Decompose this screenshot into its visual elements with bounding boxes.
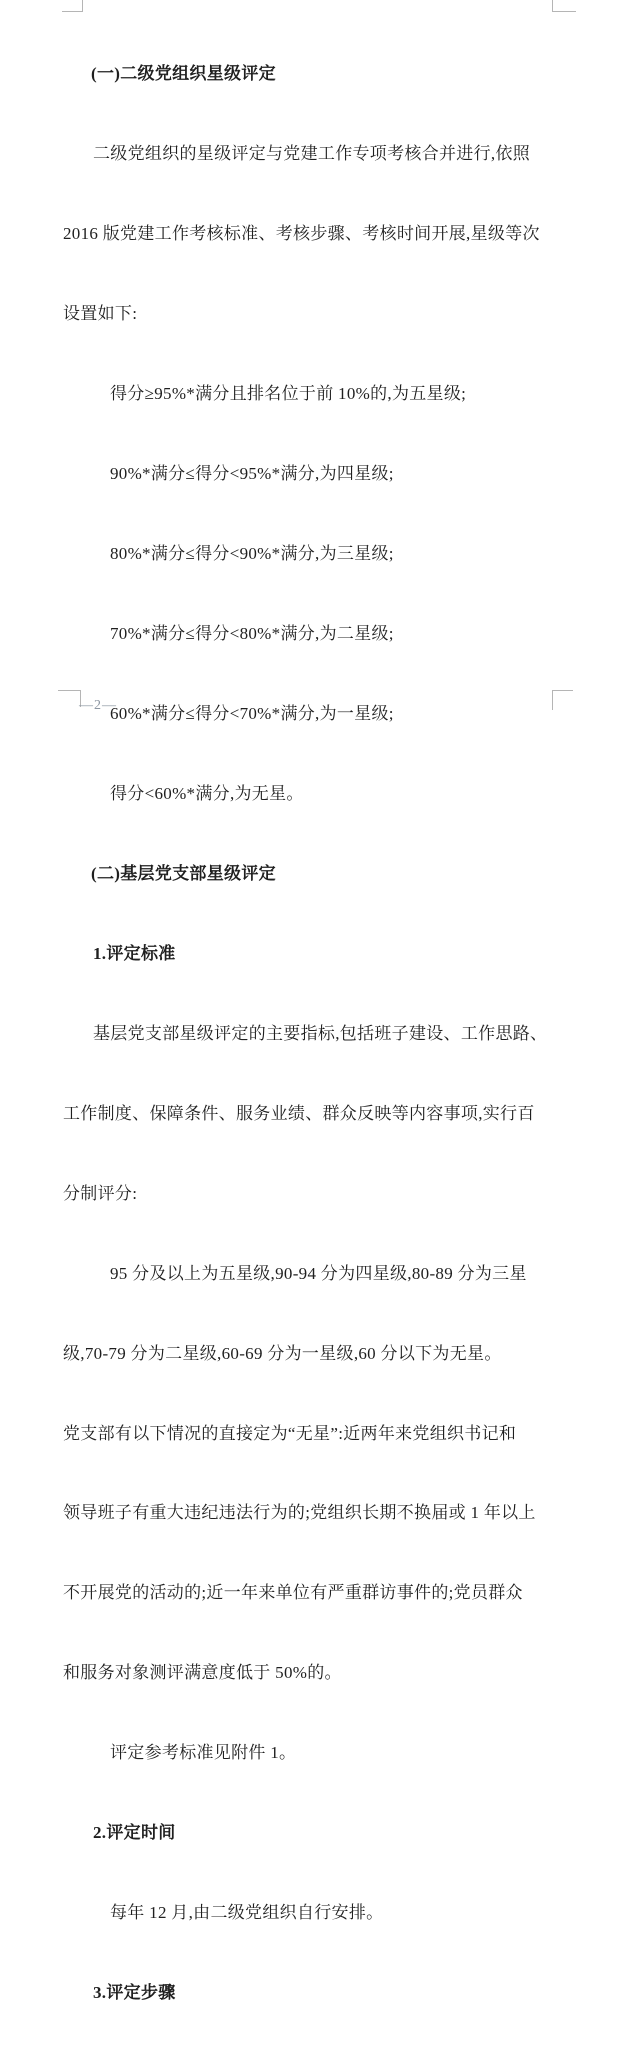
text-line: 领导班子有重大违纪违法行为的;党组织长期不换届或 1 年以上 bbox=[63, 1503, 536, 1523]
criteria-line-one-star: 60%*满分≤得分<70%*满分,为一星级; bbox=[110, 703, 394, 723]
text-boundary-mark-top-right bbox=[552, 0, 576, 12]
heading-section-1: (一)二级党组织星级评定 bbox=[91, 64, 276, 84]
text-line-attachment-ref: 评定参考标准见附件 1。 bbox=[110, 1743, 297, 1763]
text-line: 基层党支部星级评定的主要指标,包括班子建设、工作思路、 bbox=[93, 1023, 548, 1043]
text-line: 二级党组织的星级评定与党建工作专项考核合并进行,依照 bbox=[93, 144, 531, 164]
document-body bbox=[63, 8, 555, 2060]
heading-section-2: (二)基层党支部星级评定 bbox=[91, 863, 276, 883]
text-line: 和服务对象测评满意度低于 50%的。 bbox=[63, 1663, 342, 1683]
heading-sub-1-criteria: 1.评定标准 bbox=[93, 943, 176, 963]
text-boundary-mark-bottom-right bbox=[552, 690, 573, 710]
criteria-line-no-star: 得分<60%*满分,为无星。 bbox=[110, 783, 304, 803]
criteria-line-three-star: 80%*满分≤得分<90%*满分,为三星级; bbox=[110, 544, 394, 564]
text-line: 工作制度、保障条件、服务业绩、群众反映等内容事项,实行百 bbox=[63, 1103, 535, 1123]
text-line: 不开展党的活动的;近一年来单位有严重群访事件的;党员群众 bbox=[63, 1583, 523, 1603]
heading-sub-3-steps: 3.评定步骤 bbox=[93, 1983, 176, 2003]
criteria-line-five-star: 得分≥95%*满分且排名位于前 10%的,为五星级; bbox=[110, 384, 467, 404]
text-line: 级,70-79 分为二星级,60-69 分为一星级,60 分以下为无星。 bbox=[63, 1343, 502, 1363]
criteria-line-four-star: 90%*满分≤得分<95%*满分,为四星级; bbox=[110, 464, 394, 484]
text-line: 2016 版党建工作考核标准、考核步骤、考核时间开展,星级等次 bbox=[63, 224, 540, 244]
text-line: 分制评分: bbox=[63, 1183, 138, 1203]
text-line: 每年 12 月,由二级党组织自行安排。 bbox=[110, 1903, 384, 1923]
criteria-line-two-star: 70%*满分≤得分<80%*满分,为二星级; bbox=[110, 623, 394, 643]
text-line: 设置如下: bbox=[63, 304, 138, 324]
heading-sub-2-time: 2.评定时间 bbox=[93, 1823, 176, 1843]
text-line: 党支部有以下情况的直接定为“无星”:近两年来党组织书记和 bbox=[63, 1423, 517, 1443]
text-line: 95 分及以上为五星级,90-94 分为四星级,80-89 分为三星 bbox=[110, 1263, 527, 1283]
page-number: —2— bbox=[79, 698, 117, 713]
